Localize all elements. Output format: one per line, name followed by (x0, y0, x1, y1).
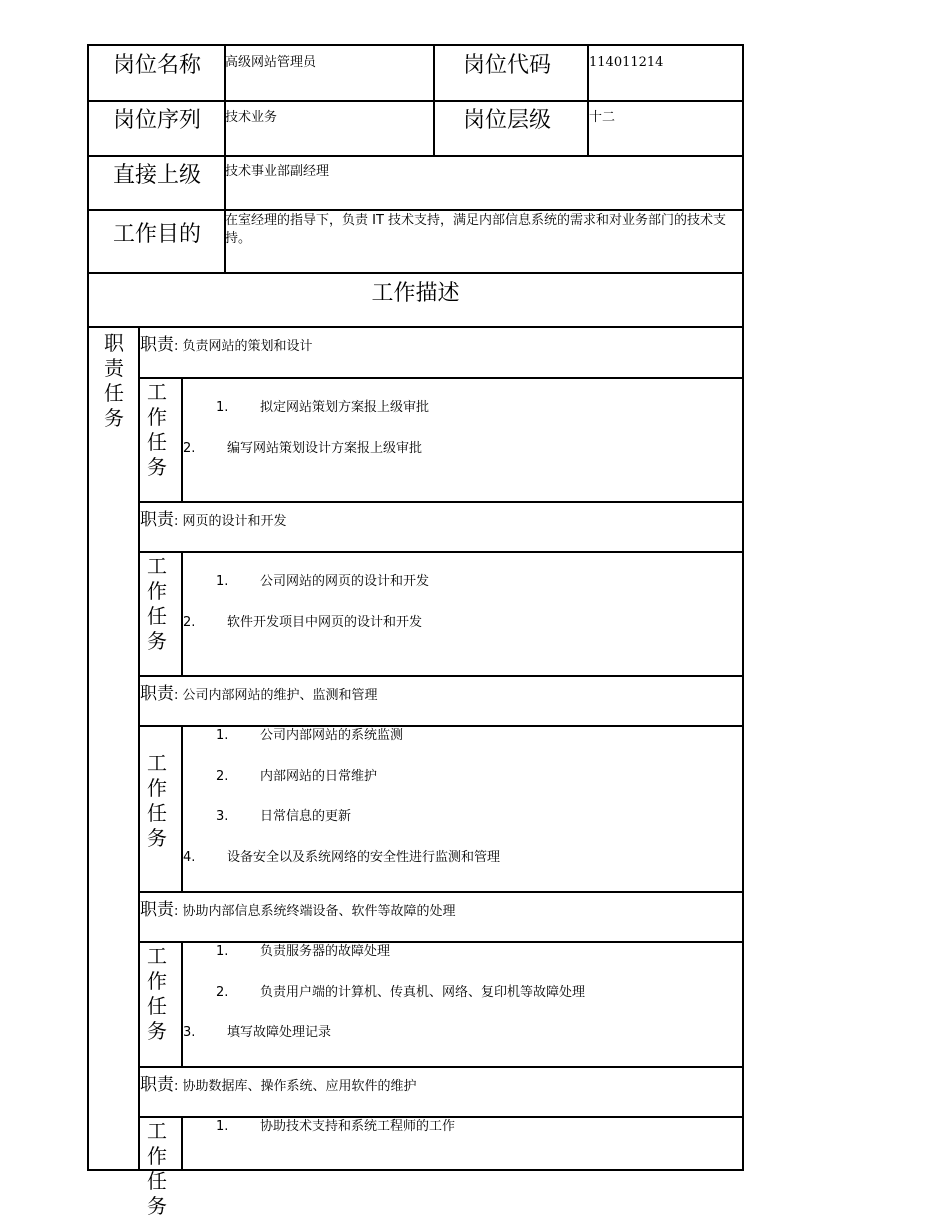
rule (138, 377, 744, 379)
task-item (183, 1024, 331, 1042)
rule (87, 44, 89, 1171)
duty-prefix: 职责 (140, 335, 174, 355)
task-number: 4. (183, 849, 196, 865)
goal-label: 工作目的 (113, 222, 202, 247)
task-number: 3. (216, 809, 229, 824)
position-code-label: 岗位代码 (463, 53, 552, 78)
task-text: 负责服务器的故障处理 (260, 944, 391, 959)
task-label: 工作任务 (147, 380, 167, 479)
task-item (183, 440, 422, 458)
task-item (216, 1118, 455, 1136)
duty-prefix: 职责 (140, 900, 174, 920)
rule (138, 891, 744, 893)
task-item (216, 399, 429, 417)
task-item (216, 984, 585, 1002)
duty-prefix: 职责 (140, 1075, 174, 1095)
task-text: 软件开发项目中网页的设计和开发 (227, 614, 423, 630)
task-text: 填写故障处理记录 (227, 1025, 332, 1040)
sequence-value: 技术业务 (225, 110, 278, 125)
duty-text: 网页的设计和开发 (182, 514, 287, 529)
task-item (216, 768, 377, 786)
task-text: 日常信息的更新 (260, 809, 352, 824)
task-text: 拟定网站策划方案报上级审批 (260, 400, 430, 415)
duty-separator: : (174, 1079, 183, 1094)
rule (87, 100, 744, 102)
task-text: 设备安全以及系统网络的安全性进行监测和管理 (227, 849, 501, 865)
rule (181, 941, 183, 1067)
rule (433, 44, 435, 156)
task-text: 公司网站的网页的设计和开发 (260, 574, 430, 589)
task-item (183, 614, 422, 632)
task-label: 工作任务 (147, 554, 167, 653)
superior-value: 技术事业部副经理 (225, 164, 330, 179)
rule (87, 272, 744, 274)
position-name-label: 岗位名称 (113, 53, 202, 78)
rule (87, 1169, 744, 1171)
duty-text: 公司内部网站的维护、监测和管理 (182, 688, 378, 703)
task-number: 1. (216, 728, 229, 743)
goal-value: 在室经理的指导下，负责 IT 技术支持，满足内部信息系统的需求和对业务部门的技术支持。 (225, 213, 727, 246)
superior-label: 直接上级 (113, 163, 202, 188)
level-value: 十二 (589, 110, 616, 125)
duty-separator: : (174, 688, 183, 703)
duty-title (140, 679, 378, 704)
task-text: 协助技术支持和系统工程师的工作 (260, 1119, 456, 1134)
task-number: 1. (216, 400, 229, 415)
task-item (216, 808, 351, 826)
task-number: 2. (183, 440, 196, 456)
task-number: 1. (216, 944, 229, 959)
task-item (216, 943, 390, 961)
duty-title (140, 330, 313, 355)
rule (181, 725, 183, 892)
task-number: 2. (216, 984, 229, 1000)
rule (181, 1116, 183, 1171)
side-label-text: 职责任务 (104, 331, 124, 430)
rule (138, 1066, 744, 1068)
duty-separator: : (174, 904, 183, 919)
task-number: 1. (216, 1119, 229, 1134)
sequence-label: 岗位序列 (113, 108, 202, 133)
side-label (101, 331, 127, 431)
task-item (183, 849, 500, 867)
task-text: 公司内部网站的系统监测 (260, 728, 404, 743)
duty-separator: : (174, 514, 183, 529)
task-label: 工作任务 (147, 1119, 167, 1218)
rule (87, 326, 744, 328)
description-title: 工作描述 (371, 281, 460, 306)
level-label: 岗位层级 (463, 108, 552, 133)
task-text: 负责用户端的计算机、传真机、网络、复印机等故障处理 (260, 984, 586, 1000)
duty-title (140, 895, 456, 920)
duty-title (140, 505, 287, 530)
duty-text: 负责网站的策划和设计 (182, 339, 313, 354)
duty-text: 协助内部信息系统终端设备、软件等故障的处理 (182, 904, 456, 919)
task-item (216, 727, 403, 745)
duty-prefix: 职责 (140, 510, 174, 530)
rule (87, 209, 744, 211)
task-label: 工作任务 (147, 751, 167, 850)
duty-prefix: 职责 (140, 684, 174, 704)
task-number: 2. (216, 768, 229, 784)
task-label: 工作任务 (147, 944, 167, 1043)
rule (138, 675, 744, 677)
duty-text: 协助数据库、操作系统、应用软件的维护 (182, 1079, 417, 1094)
rule (87, 44, 744, 46)
position-code-value: 114011214 (589, 55, 664, 70)
task-item (216, 573, 429, 591)
task-number: 2. (183, 614, 196, 630)
task-text: 编写网站策划设计方案报上级审批 (227, 440, 423, 456)
task-number: 3. (183, 1025, 196, 1040)
position-name-value: 高级网站管理员 (225, 55, 317, 70)
rule (138, 551, 744, 553)
duty-separator: : (174, 339, 183, 354)
rule (87, 155, 744, 157)
task-number: 1. (216, 574, 229, 589)
rule (742, 44, 744, 1171)
task-text: 内部网站的日常维护 (260, 768, 378, 784)
rule (138, 501, 744, 503)
rule (138, 326, 140, 1171)
duty-title (140, 1070, 417, 1095)
